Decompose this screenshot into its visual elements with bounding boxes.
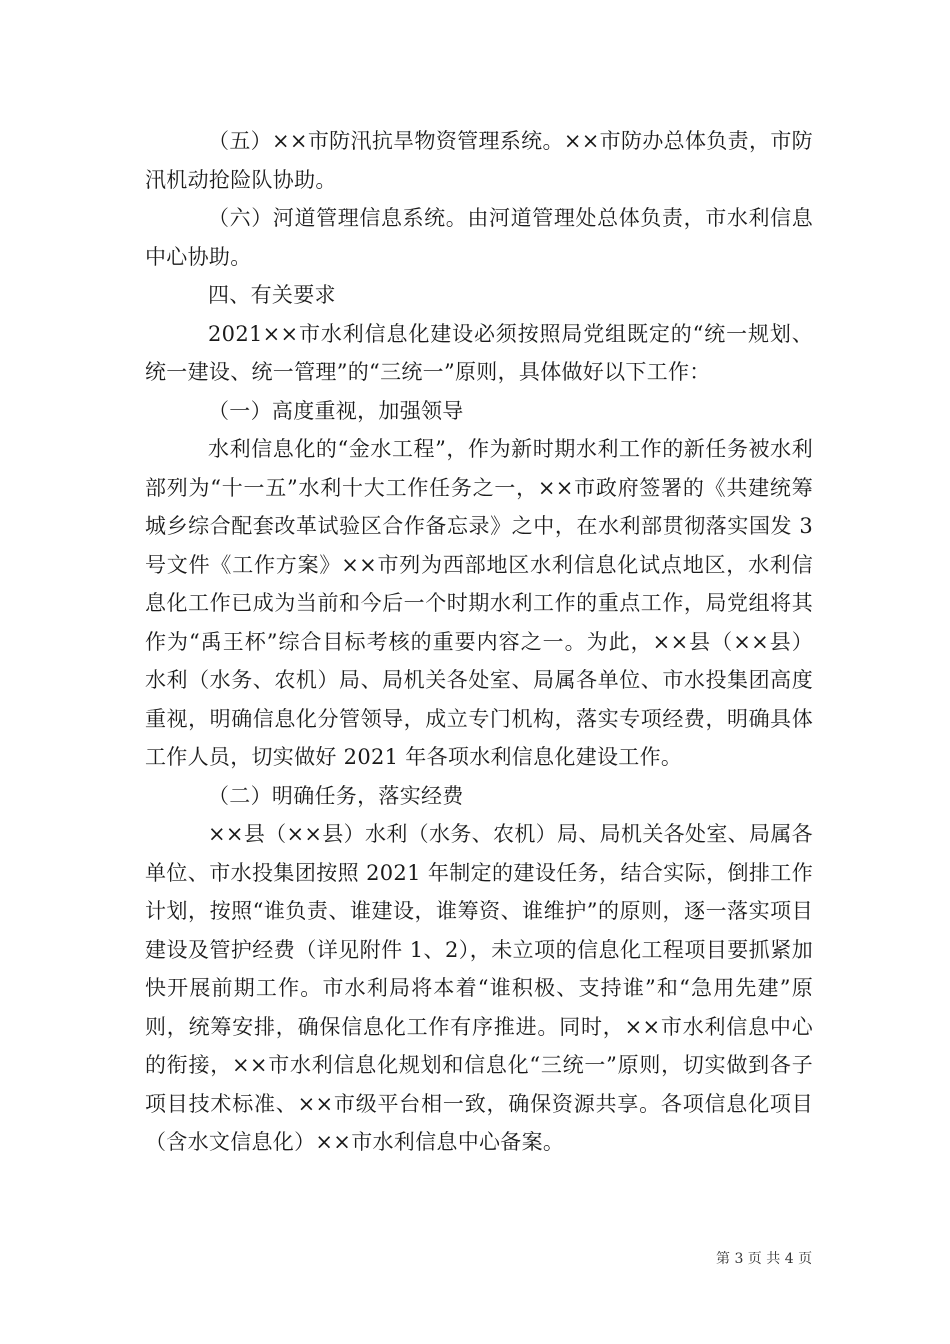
- paragraph-tasks-funding-body: ××县（××县）水利（水务、农机）局、局机关各处室、局属各单位、市水投集团按照 2021 年制定的建设任务，结合实际，倒排工作计划，按照“谁负责、谁建设，谁筹资、谁维护”的原则，逐一落实项目建设及管护经费（详见附件 1、2），未立项的信息化工程项目要抓紧加快开展前期工作。市水利局将本着“谁积极、支持谁”和“急用先建”原则，统筹安排，确保信息化工作有序推进。同时，××市水利信息中心的衔接，××市水利信息化规划和信息化“三统一”原则，切实做到各子项目技术标准、××市级平台相一致，确保资源共享。各项信息化项目（含水文信息化）××市水利信息中心备案。: [145, 822, 813, 1154]
- document-body: [145, 122, 813, 1162]
- subheading-leadership: （一）高度重视，加强领导: [208, 398, 464, 423]
- paragraph-leadership-body: 水利信息化的“金水工程”，作为新时期水利工作的新任务被水利部列为“十一五”水利十大工作任务之一，××市政府签署的《共建统筹城乡综合配套改革试验区合作备忘录》之中，在水利部贯彻落实国发 3 号文件《工作方案》××市列为西部地区水利信息化试点地区，水利信息化工作已成为当前和今后一个时期水利工作的重点工作，局党组将其作为“禹王杯”综合目标考核的重要内容之一。为此，××县（××县）水利（水务、农机）局、局机关各处室、局属各单位、市水投集团高度重视，明确信息化分管领导，成立专门机构，落实专项经费，明确具体工作人员，切实做好 2021 年各项水利信息化建设工作。: [145, 437, 813, 769]
- section-heading: 四、有关要求: [208, 283, 336, 307]
- paragraph-item-5: （五）××市防汛抗旱物资管理系统。××市防办总体负责，市防汛机动抢险队协助。: [145, 129, 813, 192]
- page-number: 第 3 页 共 4 页: [716, 1251, 813, 1267]
- paragraph-item-6: （六）河道管理信息系统。由河道管理处总体负责，市水利信息中心协助。: [145, 206, 813, 269]
- paragraph-requirements-intro: 2021××市水利信息化建设必须按照局党组既定的“统一规划、统一建设、统一管理”的“三统一”原则，具体做好以下工作：: [145, 321, 813, 384]
- subheading-tasks-funding: （二）明确任务，落实经费: [208, 783, 464, 808]
